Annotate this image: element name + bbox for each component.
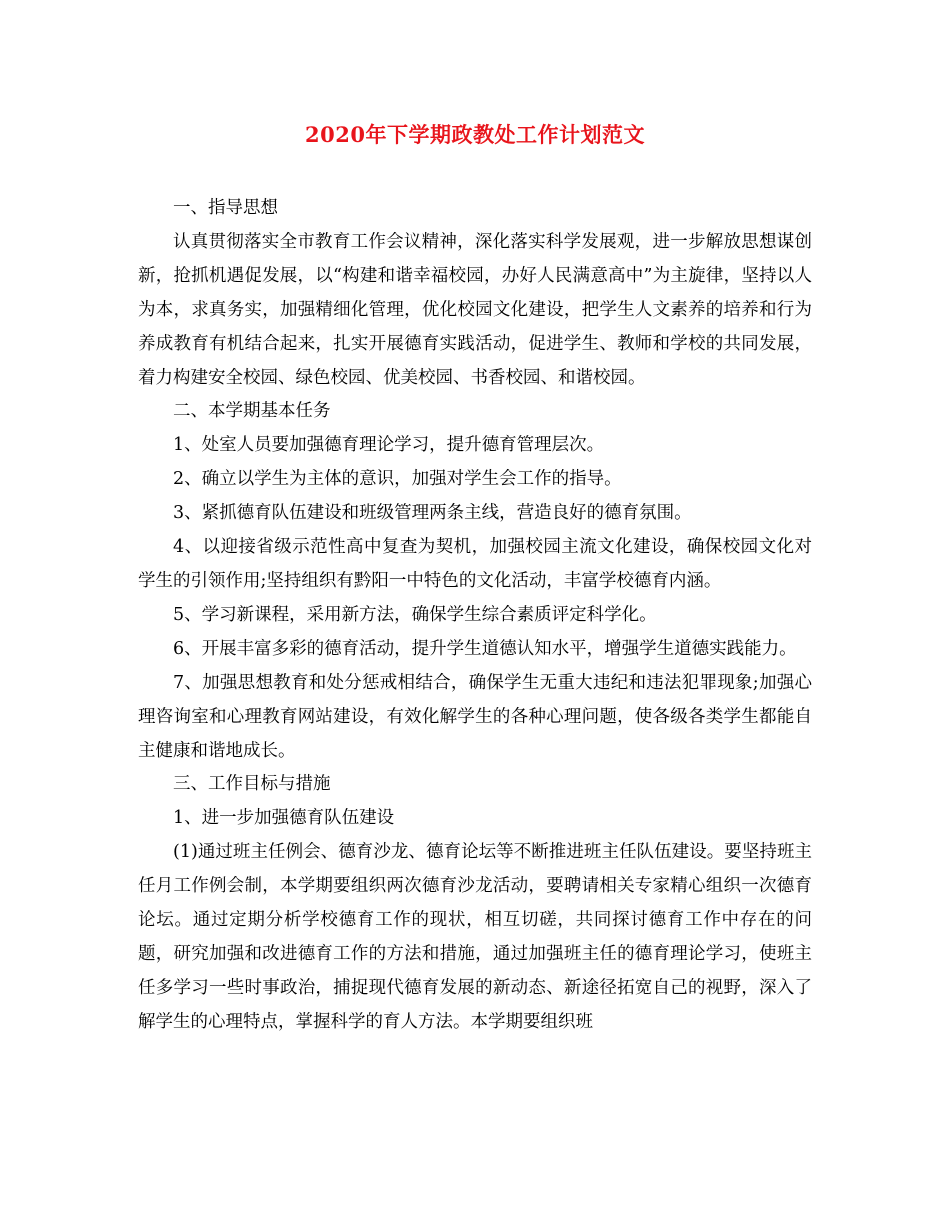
document-title: 2020年下学期政教处工作计划范文 — [305, 122, 645, 147]
document-body — [138, 192, 812, 1040]
subsection-heading: 1、进一步加强德育队伍建设 — [173, 808, 395, 829]
list-item: 2、确立以学生为主体的意识，加强对学生会工作的指导。 — [173, 469, 622, 490]
list-item: 4、以迎接省级示范性高中复查为契机，加强校园主流文化建设，确保校园文化对学生的引领作用;坚持组织有黔阳一中特色的文化活动，丰富学校德育内涵。 — [138, 537, 812, 591]
list-item: 7、加强思想教育和处分惩戒相结合，确保学生无重大违纪和违法犯罪现象;加强心理咨询室和心理教育网站建设，有效化解学生的各种心理问题，使各级各类学生都能自主健康和谐地成长。 — [138, 672, 812, 761]
section-heading-guiding-ideology: 一、指导思想 — [173, 198, 278, 218]
list-item: 6、开展丰富多彩的德育活动，提升学生道德认知水平，增强学生道德实践能力。 — [173, 638, 797, 659]
paragraph: 认真贯彻落实全市教育工作会议精神，深化落实科学发展观，进一步解放思想谋创新，抢抓机遇促发展，以“构建和谐幸福校园，办好人民满意高中”为主旋律，坚持以人为本，求真务实，加强精细化管理，优化校园文化建设，把学生人文素养的培养和行为养成教育有机结合起来，扎实开展德育实践活动，促进学生、教师和学校的共同发展，着力构建安全校园、绿色校园、优美校园、书香校园、和谐校园。 — [138, 231, 812, 388]
section-heading-basic-tasks: 二、本学期基本任务 — [173, 401, 331, 422]
paragraph: (1)通过班主任例会、德育沙龙、德育论坛等不断推进班主任队伍建设。要坚持班主任月工作例会制，本学期要组织两次德育沙龙活动，要聘请相关专家精心组织一次德育论坛。通过定期分析学校德育工作的现状，相互切磋，共同探讨德育工作中存在的问题，研究加强和改进德育工作的方法和措施，通过加强班主任的德育理论学习，使班主任多学习一些时事政治，捕捉现代德育发展的新动态、新途径拓宽自己的视野，深入了解学生的心理特点，掌握科学的育人方法。本学期要组织班 — [138, 842, 812, 1032]
list-item: 5、学习新课程，采用新方法，确保学生综合素质评定科学化。 — [173, 604, 657, 625]
list-item: 3、紧抓德育队伍建设和班级管理两条主线，营造良好的德育氛围。 — [173, 503, 692, 524]
list-item: 1、处室人员要加强德育理论学习，提升德育管理层次。 — [173, 435, 605, 456]
section-heading-goals-measures: 三、工作目标与措施 — [173, 774, 331, 795]
